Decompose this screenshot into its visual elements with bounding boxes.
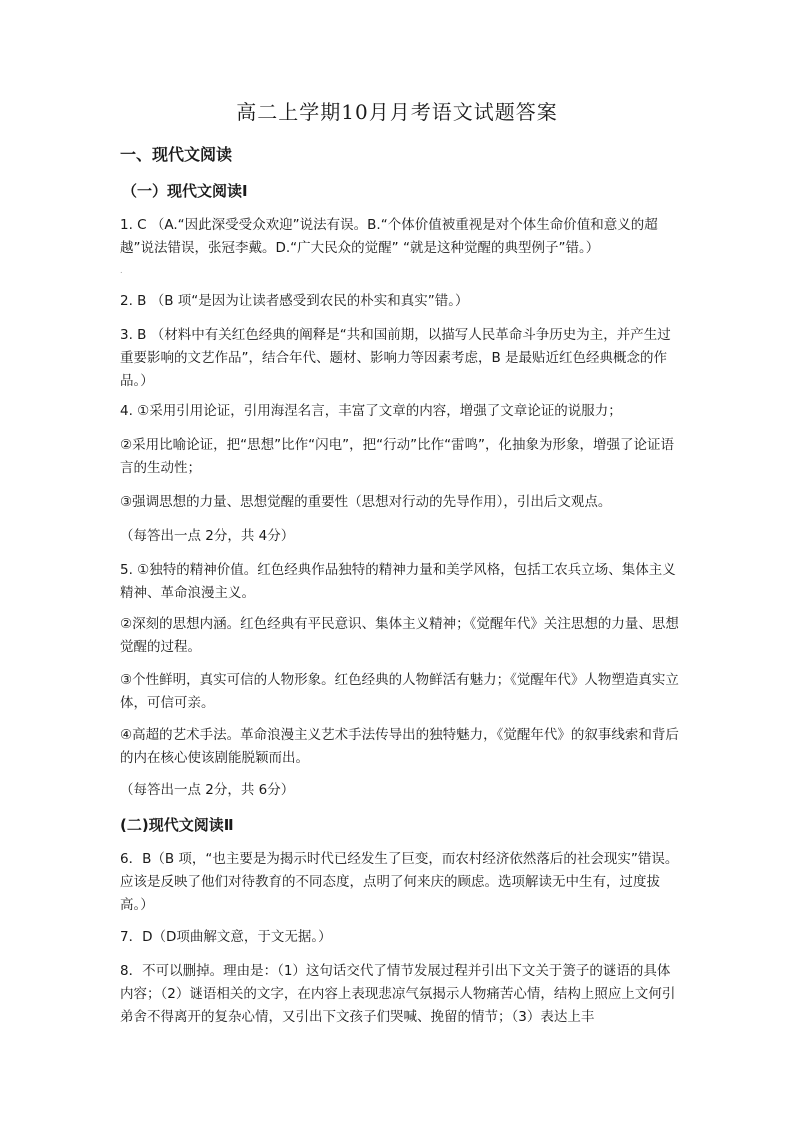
answer-8: 8．不可以删掉。理由是：（1）这句话交代了情节发展过程并引出下文关于箦子的谜语的具体内容；（2）谜语相关的文字，在内容上表现悲凉气氛揭示人物痛苦心情，结构上照应上文何引弟舍不得离开的复杂心情，又引出下文孩子们哭喊、挽留的情节；（3）表达上丰: [120, 963, 676, 1025]
document-title: 高二上学期10月月考语文试题答案: [236, 100, 558, 124]
paragraph-mark: .: [120, 266, 123, 275]
answer-5-point-1: 5. ①独特的精神价值。红色经典作品独特的精神力量和美学风格，包括工农兵立场、集体主义精神、革命浪漫主义。: [120, 562, 676, 601]
answer-5-point-4: ④高超的艺术手法。革命浪漫主义艺术手法传导出的独特魅力，《觉醒年代》的叙事线索和背后的内在核心使该剧能脱颖而出。: [120, 727, 679, 766]
answer-6: 6．B（B 项，“也主要是为揭示时代已经发生了巨变，而农村经济依然落后的社会现实”错误。应该是反映了他们对待教育的不同态度，点明了何来庆的顾虑。选项解读无中生有，过度拔高。）: [120, 851, 679, 913]
answer-5-point-3: ③个性鲜明，真实可信的人物形象。红色经典的人物鲜活有魅力；《觉醒年代》人物塑造真实立体，可信可亲。: [120, 672, 679, 711]
answer-4-point-1: 4. ①采用引用论证，引用海涅名言，丰富了文章的内容，增强了文章论证的说服力；: [120, 403, 622, 419]
answer-2: 2. B （B 项“是因为让读者感受到农民的朴实和真实”错。）: [120, 293, 469, 309]
subsection-heading-reading-2: (二)现代文阅读Ⅱ: [120, 816, 234, 834]
answer-4-point-3: ③强调思想的力量、思想觉醒的重要性（思想对行动的先导作用），引出后文观点。: [120, 494, 612, 510]
subsection-heading-reading-1: （一）现代文阅读Ⅰ: [122, 182, 248, 200]
answer-3: 3. B （材料中有关红色经典的阐释是“共和国前期，以描写人民革命斗争历史为主，并产生过重要影响的文艺作品”，结合年代、题材、影响力等因素考虑，B 是最贴近红色经典概念的作品。）: [120, 327, 671, 389]
answer-7: 7．D（D项曲解文意，于文无据。）: [120, 929, 332, 945]
answer-5-scoring-note: （每答出一点 2分，共 6分）: [120, 782, 295, 798]
answer-4-point-2: ②采用比喻论证，把“思想”比作“闪电”，把“行动”比作“雷鸣”，化抽象为形象，增强了论证语言的生动性；: [120, 437, 675, 476]
answer-4-scoring-note: （每答出一点 2分，共 4分）: [120, 528, 295, 544]
section-heading-modern-reading: 一、现代文阅读: [120, 145, 233, 164]
answer-1: 1. C （A.“因此深受受众欢迎”说法有误。B.“个体价值被重视是对个体生命价值和意义的超越”说法错误，张冠李戴。D.“广大民众的觉醒” “就是这种觉醒的典型例子”错。）: [120, 217, 658, 256]
answer-5-point-2: ②深刻的思想内涵。红色经典有平民意识、集体主义精神；《觉醒年代》关注思想的力量、思想觉醒的过程。: [120, 616, 679, 655]
